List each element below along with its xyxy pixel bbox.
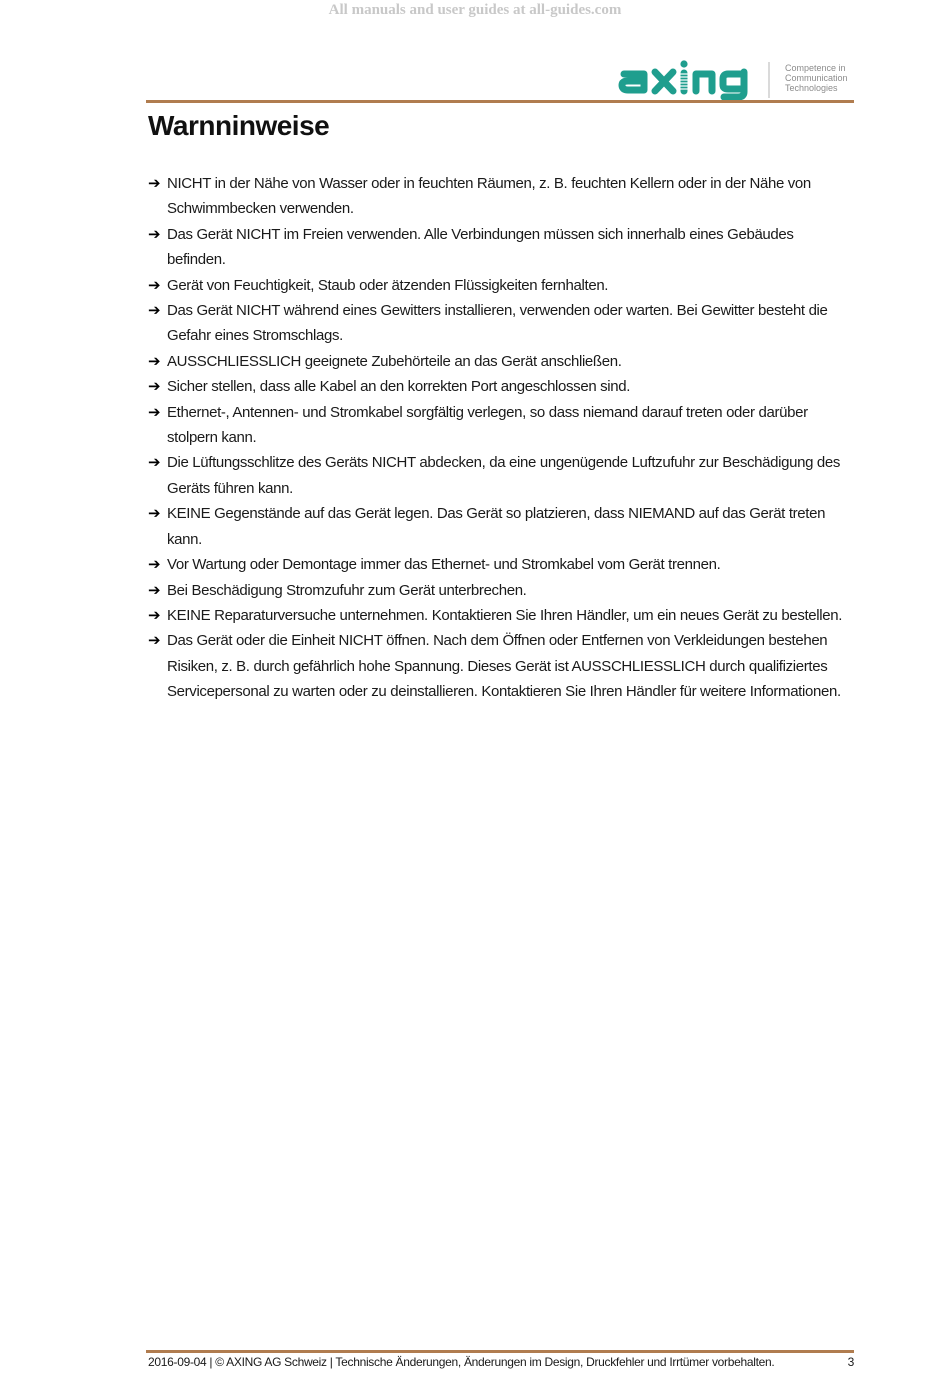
- warning-text: Ethernet-, Antennen- und Stromkabel sorgfältig verlegen, so dass niemand darauf treten oder darüber stolpern kann.: [167, 403, 808, 447]
- arrow-right-icon: ➔: [148, 301, 161, 320]
- warning-text: Das Gerät NICHT im Freien verwenden. Alle Verbindungen müssen sich innerhalb eines Gebäudes befinden.: [167, 225, 794, 269]
- header-divider: [146, 100, 854, 103]
- footer-text: 2016-09-04 | © AXING AG Schweiz | Technische Änderungen, Änderungen im Design, Druckfehler und Irrtümer vorbehalten.: [148, 1355, 775, 1369]
- warning-text: NICHT in der Nähe von Wasser oder in feuchten Räumen, z. B. feuchten Kellern oder in der Nähe von Schwimmbecken verwenden.: [167, 175, 811, 218]
- tagline-line: Communication: [785, 73, 848, 83]
- warning-text: Gerät von Feuchtigkeit, Staub oder ätzenden Flüssigkeiten fernhalten.: [167, 276, 609, 294]
- watermark: All manuals and user guides at all-guides.com: [328, 2, 622, 18]
- warning-list: [148, 171, 854, 705]
- arrow-right-icon: ➔: [148, 224, 161, 243]
- warning-text: Bei Beschädigung Stromzufuhr zum Gerät unterbrechen.: [167, 581, 527, 599]
- warning-item: [148, 273, 854, 298]
- arrow-right-icon: ➔: [148, 351, 161, 370]
- warning-item: [148, 222, 854, 273]
- brand-tagline: [785, 63, 865, 93]
- arrow-right-icon: ➔: [148, 453, 161, 472]
- warning-item: [148, 349, 854, 374]
- footer-divider: [146, 1350, 854, 1353]
- warning-text: Das Gerät NICHT während eines Gewitters installieren, verwenden oder warten. Bei Gewitter besteht die Gefahr eines Stromschlags.: [167, 302, 828, 345]
- arrow-right-icon: ➔: [148, 580, 161, 599]
- warning-item: [148, 578, 854, 603]
- page-footer: [148, 1355, 854, 1369]
- arrow-right-icon: ➔: [148, 631, 161, 650]
- arrow-right-icon: ➔: [148, 377, 161, 396]
- warning-text: AUSSCHLIESSLICH geeignete Zubehörteile an das Gerät anschließen.: [167, 352, 622, 370]
- warning-item: [148, 171, 854, 222]
- warning-text: KEINE Gegenstände auf das Gerät legen. Das Gerät so platzieren, dass NIEMAND auf das Gerät treten kann.: [167, 505, 826, 548]
- arrow-right-icon: ➔: [148, 402, 161, 421]
- arrow-right-icon: ➔: [148, 555, 161, 574]
- warning-text: Die Lüftungsschlitze des Geräts NICHT abdecken, da eine ungenügende Luftzufuhr zur Beschädigung des Geräts führen kann.: [167, 454, 841, 497]
- warning-item: [148, 552, 854, 577]
- tagline-line: Technologies: [785, 83, 838, 93]
- arrow-right-icon: ➔: [148, 605, 161, 624]
- warning-item: [148, 374, 854, 399]
- warning-item: [148, 298, 854, 349]
- arrow-right-icon: ➔: [148, 174, 161, 192]
- warning-item: [148, 628, 854, 704]
- warning-item: [148, 450, 854, 501]
- page-number: 3: [847, 1355, 854, 1369]
- warning-item: [148, 603, 854, 628]
- page-title: Warnninweise: [148, 110, 330, 141]
- axing-logo-wordmark: [618, 60, 778, 100]
- warning-item: [148, 400, 854, 451]
- arrow-right-icon: ➔: [148, 504, 161, 523]
- warning-text: KEINE Reparaturversuche unternehmen. Kontaktieren Sie Ihren Händler, um ein neues Gerät zu bestellen.: [167, 606, 843, 624]
- axing-logo: [618, 60, 858, 100]
- arrow-right-icon: ➔: [148, 275, 161, 294]
- warning-text: Das Gerät oder die Einheit NICHT öffnen. Nach dem Öffnen oder Entfernen von Verkleidungen bestehen Risiken, z. B. durch gefährlich hohe Spannung. Dieses Gerät ist AUSSCHLIESSLICH durch qualifiziertes Servicepersonal zu warten oder zu deinstallieren. Kontaktieren Sie Ihren Händler für weitere Informationen.: [167, 632, 841, 701]
- warning-text: Vor Wartung oder Demontage immer das Ethernet- und Stromkabel vom Gerät trennen.: [167, 556, 721, 574]
- warning-text: Sicher stellen, dass alle Kabel an den korrekten Port angeschlossen sind.: [167, 378, 631, 396]
- tagline-line: Competence in: [785, 63, 846, 73]
- warning-item: [148, 501, 854, 552]
